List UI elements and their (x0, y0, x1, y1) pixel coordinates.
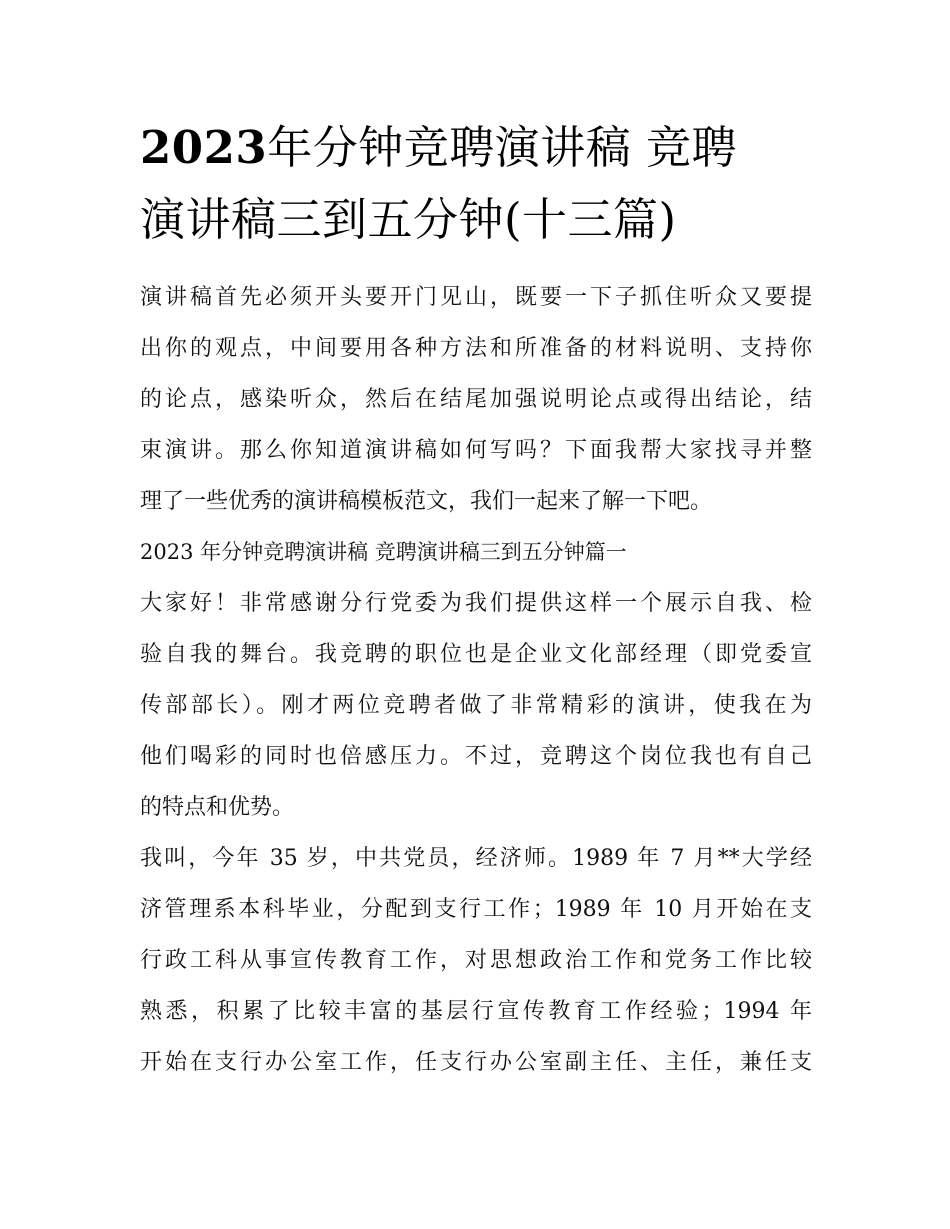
paragraph-line: 的特点和优势。 (140, 795, 295, 820)
paragraph-line: 济管理系本科毕业，分配到支行工作；1989 年 10 月开始在支 (140, 897, 812, 922)
intro-paragraph (140, 272, 812, 527)
speech-paragraph-2 (140, 833, 812, 1088)
title-line-1 (140, 112, 812, 184)
section-heading: 2023 年分钟竞聘演讲稿 竞聘演讲稿三到五分钟篇一 (140, 540, 627, 564)
intro-line: 的论点，感染听众，然后在结尾加强说明论点或得出结论，结 (140, 387, 812, 412)
title-line-1-text: 年分钟竞聘演讲稿 竞聘 (267, 121, 738, 174)
paragraph-line: 熟悉，积累了比较丰富的基层行宣传教育工作经验；1994 年 (140, 999, 812, 1024)
document-body (140, 272, 812, 1088)
paragraph-line: 我叫，今年 35 岁，中共党员，经济师。1989 年 7 月**大学经 (140, 846, 812, 871)
title-line-2 (140, 184, 812, 256)
intro-line: 束演讲。那么你知道演讲稿如何写吗？下面我帮大家找寻并整 (140, 438, 812, 463)
document-page (140, 112, 812, 1088)
intro-line: 演讲稿首先必须开头要开门见山，既要一下子抓住听众又要提 (140, 285, 812, 310)
paragraph-line: 大家好！非常感谢分行党委为我们提供这样一个展示自我、检 (140, 591, 812, 616)
paragraph-line: 验自我的舞台。我竞聘的职位也是企业文化部经理（即党委宣 (140, 642, 812, 667)
document-title (140, 112, 812, 256)
paragraph-line: 开始在支行办公室工作，任支行办公室副主任、主任，兼任支 (140, 1050, 812, 1075)
speech-paragraph-1 (140, 578, 812, 833)
title-line-2-text: 演讲稿三到五分钟(十三篇) (140, 193, 677, 246)
intro-line: 出你的观点，中间要用各种方法和所准备的材料说明、支持你 (140, 336, 812, 361)
paragraph-line: 行政工科从事宣传教育工作，对思想政治工作和党务工作比较 (140, 948, 812, 973)
title-year: 2023 (140, 121, 268, 174)
paragraph-line: 他们喝彩的同时也倍感压力。不过，竞聘这个岗位我也有自己 (140, 744, 812, 769)
intro-line: 理了一些优秀的演讲稿模板范文，我们一起来了解一下吧。 (140, 489, 713, 514)
paragraph-line: 传部部长）。刚才两位竞聘者做了非常精彩的演讲，使我在为 (140, 693, 812, 718)
